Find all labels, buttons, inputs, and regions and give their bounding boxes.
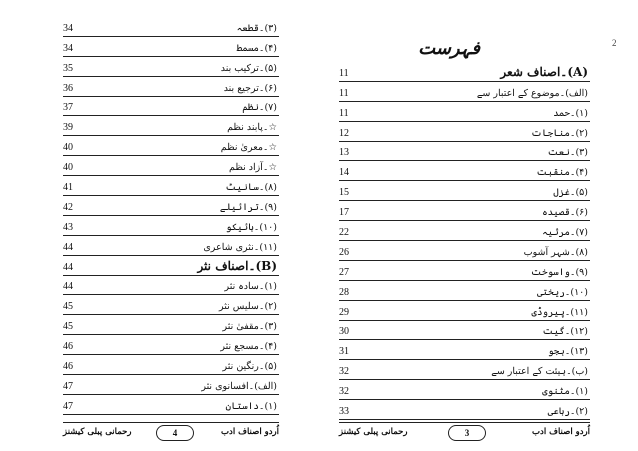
toc-entry-label: (۲)۔سلیس نثر bbox=[219, 301, 277, 313]
toc-entry-label: (۱۱)۔نثری شاعری bbox=[203, 241, 277, 253]
toc-page-number: 44 bbox=[63, 261, 73, 273]
right-toc-rows bbox=[319, 62, 638, 420]
toc-row bbox=[339, 261, 590, 281]
toc-row bbox=[63, 395, 279, 415]
toc-page-number: 37 bbox=[63, 102, 73, 114]
toc-page-number: 46 bbox=[63, 361, 73, 373]
toc-page-number: 44 bbox=[63, 281, 73, 293]
toc-page-number: 26 bbox=[339, 246, 349, 258]
toc-entry-label: (۸)۔شہر آشوب bbox=[523, 246, 588, 258]
toc-row bbox=[339, 380, 590, 400]
toc-entry-label: (۷)۔مرثیہ bbox=[542, 227, 588, 239]
toc-page-number: 45 bbox=[63, 301, 73, 313]
toc-entry-label: (۹)۔واسوخت bbox=[530, 266, 588, 278]
right-footer bbox=[319, 425, 638, 441]
toc-page-number: 45 bbox=[63, 321, 73, 333]
toc-entry-label: (الف)۔موضوع کے اعتبار سے bbox=[476, 87, 588, 99]
toc-page-number: 31 bbox=[339, 346, 349, 358]
toc-entry-label: (۱۲)۔گیت bbox=[542, 326, 588, 338]
toc-entry-label: ☆۔معریٰ نظم bbox=[220, 142, 277, 154]
left-footer-publisher: رحمانی پبلی کیشنز bbox=[63, 427, 132, 437]
toc-entry-label: (۴)۔مسجع نثر bbox=[220, 341, 277, 353]
left-footer bbox=[0, 425, 319, 441]
right-page-number: 3 bbox=[448, 425, 486, 441]
toc-row bbox=[63, 335, 279, 355]
toc-row bbox=[63, 236, 279, 256]
toc-page-number: 35 bbox=[63, 62, 73, 74]
toc-page-number: 11 bbox=[339, 67, 349, 79]
toc-entry-label: ☆۔پابند نظم bbox=[227, 122, 277, 134]
toc-page-number: 46 bbox=[63, 341, 73, 353]
toc-page-number: 13 bbox=[339, 147, 349, 159]
toc-entry-label: (۳)۔نعت bbox=[547, 147, 588, 159]
toc-row bbox=[63, 276, 279, 296]
toc-entry-label: (۲)۔مناجات bbox=[530, 127, 588, 139]
toc-entry-label: (۴)۔منقبت bbox=[536, 167, 588, 179]
toc-entry-label: (۱۳)۔ہجو bbox=[548, 346, 588, 358]
toc-entry-label: (۵)۔غزل bbox=[553, 187, 588, 199]
toc-entry-label: (۶)۔قصیدہ bbox=[542, 207, 588, 219]
toc-section-row bbox=[339, 62, 590, 82]
toc-page-number: 22 bbox=[339, 227, 349, 239]
toc-page-number: 40 bbox=[63, 162, 73, 174]
toc-page-number: 33 bbox=[339, 406, 349, 418]
toc-page-number: 39 bbox=[63, 122, 73, 134]
toc-page-number: 12 bbox=[339, 127, 349, 139]
toc-page-number: 32 bbox=[339, 386, 349, 398]
toc-page-number: 36 bbox=[63, 82, 73, 94]
toc-entry-label: (A)۔اصناف شعر bbox=[500, 64, 588, 79]
toc-row bbox=[339, 301, 590, 321]
toc-row bbox=[339, 360, 590, 380]
toc-row bbox=[339, 161, 590, 181]
toc-row bbox=[63, 375, 279, 395]
toc-entry-label: (ب)۔ہیئت کے اعتبار سے bbox=[491, 366, 588, 378]
toc-entry-label: ☆۔آزاد نظم bbox=[229, 162, 277, 174]
toc-entry-label: (۳)۔قطعہ bbox=[236, 22, 277, 34]
toc-page-number: 32 bbox=[339, 366, 349, 378]
toc-page-number: 29 bbox=[339, 306, 349, 318]
toc-entry-label: (۹)۔ترائیلے bbox=[219, 201, 277, 213]
toc-entry-label: (۱)۔مثنوی bbox=[542, 386, 588, 398]
toc-row bbox=[339, 122, 590, 142]
page-title: فہرست bbox=[418, 38, 480, 59]
toc-page-number: 11 bbox=[339, 87, 349, 99]
toc-row bbox=[63, 355, 279, 375]
right-footer-book-title: اُردو اصناف ادب bbox=[532, 427, 590, 437]
toc-row bbox=[339, 321, 590, 341]
toc-page-number: 44 bbox=[63, 241, 73, 253]
toc-entry-label: (۱۰)۔ریختی bbox=[536, 286, 588, 298]
toc-page-number: 41 bbox=[63, 182, 73, 194]
toc-page-number: 40 bbox=[63, 142, 73, 154]
toc-page-number: 34 bbox=[63, 42, 73, 54]
toc-row bbox=[339, 181, 590, 201]
toc-row bbox=[63, 136, 279, 156]
toc-entry-label: (۱)۔حمد bbox=[553, 107, 588, 119]
toc-row bbox=[63, 216, 279, 236]
toc-row bbox=[63, 315, 279, 335]
toc-entry-label: (۳)۔مقفیٰ نثر bbox=[222, 321, 277, 333]
toc-entry-label: (الف)۔افسانوی نثر bbox=[201, 380, 277, 392]
toc-row bbox=[63, 97, 279, 117]
toc-entry-label: (۱)۔سادہ نثر bbox=[224, 281, 277, 293]
toc-entry-label: (۱)۔داستان bbox=[225, 400, 277, 412]
toc-entry-label: (۴)۔مسمط bbox=[236, 42, 277, 54]
toc-page-number: 11 bbox=[339, 107, 349, 119]
left-page-number: 4 bbox=[156, 425, 194, 441]
toc-entry-label: (۸)۔سانیٹ bbox=[225, 182, 277, 194]
toc-row bbox=[339, 221, 590, 241]
toc-row bbox=[339, 201, 590, 221]
toc-page-number: 47 bbox=[63, 400, 73, 412]
toc-entry-label: (۷)۔نظم bbox=[242, 102, 277, 114]
left-footer-rule bbox=[63, 422, 279, 423]
right-footer-publisher: رحمانی پبلی کیشنز bbox=[339, 427, 408, 437]
toc-page-number: 47 bbox=[63, 380, 73, 392]
toc-row bbox=[63, 77, 279, 97]
toc-entry-label: (۱۰)۔ہائیکو bbox=[225, 221, 277, 233]
toc-row bbox=[63, 196, 279, 216]
toc-row bbox=[339, 281, 590, 301]
toc-page-number: 34 bbox=[63, 22, 73, 34]
toc-page-number: 17 bbox=[339, 207, 349, 219]
toc-row bbox=[63, 37, 279, 57]
toc-entry-label: (۵)۔رنگین نثر bbox=[222, 361, 277, 373]
toc-entry-label: (۵)۔ترکیب بند bbox=[220, 62, 277, 74]
toc-row bbox=[339, 102, 590, 122]
toc-row bbox=[63, 176, 279, 196]
toc-row bbox=[339, 400, 590, 420]
toc-section-row bbox=[63, 256, 279, 276]
toc-row bbox=[63, 156, 279, 176]
toc-row bbox=[339, 82, 590, 102]
toc-page-number: 43 bbox=[63, 221, 73, 233]
toc-page-number: 15 bbox=[339, 187, 349, 199]
toc-entry-label: (B)۔اصناف نثر bbox=[197, 258, 277, 273]
toc-entry-label: (۲)۔رباعی bbox=[547, 406, 588, 418]
toc-page-number: 28 bbox=[339, 286, 349, 298]
toc-row bbox=[339, 241, 590, 261]
toc-page-number: 30 bbox=[339, 326, 349, 338]
toc-row bbox=[63, 295, 279, 315]
toc-entry-label: (۱۱)۔پیروڈی bbox=[531, 306, 588, 318]
right-footer-rule bbox=[339, 422, 590, 423]
toc-row bbox=[63, 17, 279, 37]
right-page bbox=[319, 0, 638, 451]
toc-row bbox=[339, 340, 590, 360]
toc-page-number: 14 bbox=[339, 167, 349, 179]
left-toc-rows bbox=[0, 17, 319, 415]
corner-number: 2 bbox=[612, 38, 617, 48]
toc-row bbox=[63, 116, 279, 136]
toc-page-number: 42 bbox=[63, 201, 73, 213]
toc-row bbox=[339, 142, 590, 162]
left-footer-book-title: اُردو اصناف ادب bbox=[221, 427, 279, 437]
toc-row bbox=[63, 57, 279, 77]
toc-page-number: 27 bbox=[339, 266, 349, 278]
toc-entry-label: (۶)۔ترجیع بند bbox=[223, 82, 277, 94]
